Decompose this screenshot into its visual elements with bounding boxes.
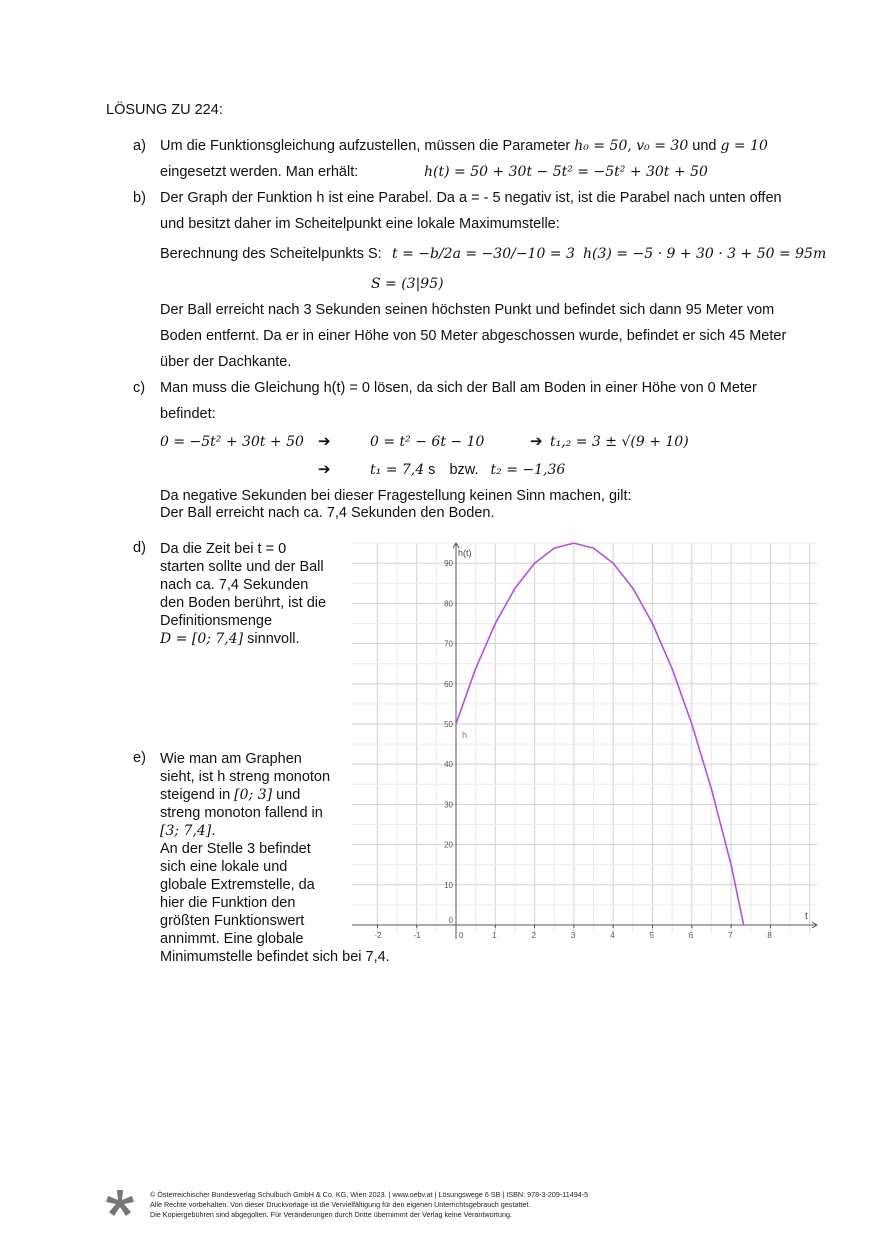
x-axis-label: t (805, 911, 808, 922)
x-tick-label: 3 (570, 931, 576, 940)
arrow-right-icon: ➔ (318, 461, 331, 478)
part-e-line: streng monoton fallend in (160, 805, 323, 821)
part-e-line: annimmt. Eine globale (160, 931, 304, 947)
part-b-line1: Der Graph der Funktion h ist eine Parabel. Da a = - 5 negativ ist, ist die Parabel nach unten offen (160, 190, 782, 206)
part-d-line: Definitionsmenge (160, 613, 273, 629)
part-c-eq1: 0 = −5t² + 30t + 50 (160, 434, 304, 450)
part-a-label: a) (133, 138, 146, 154)
part-c-eq2: 0 = t² − 6t − 10 (370, 434, 485, 450)
part-e-line: sieht, ist h streng monoton (160, 769, 331, 785)
y-tick-label: 30 (444, 800, 453, 810)
part-d-line: starten sollte und der Ball (160, 559, 324, 575)
part-d-domain-line (160, 630, 326, 648)
footer-line: Alle Rechte vorbehalten. Von dieser Druckvorlage ist die Vervielfältigung für den eigenen Unterrichtsgebrauch gestattet. (150, 1200, 531, 1209)
x-tick-label: 5 (649, 931, 654, 940)
y-tick-label: 50 (444, 720, 453, 729)
part-b-h-calc: h(3) = −5 · 9 + 30 · 3 + 50 = 95m (583, 246, 827, 262)
part-a-und: und (692, 138, 717, 154)
part-b-vertex: S = (3|95) (371, 276, 444, 292)
part-a-text: Um die Funktionsgleichung aufzustellen, müssen die Parameter (160, 138, 571, 154)
part-b-text1: Der Ball erreicht nach 3 Sekunden seinen höchsten Punkt und befindet sich dann 95 Meter vom (160, 302, 775, 318)
x-tick-label: -1 (413, 931, 421, 940)
part-e-interval2: [3; 7,4]. (160, 823, 216, 839)
footer (150, 1190, 588, 1220)
part-b-label: b) (133, 190, 146, 206)
y-tick-label: 10 (444, 880, 453, 890)
part-d-suffix: sinnvoll. (247, 631, 300, 647)
part-b-t-calc: t = −b/2a = −30/−10 = 3 (392, 246, 575, 262)
part-d-text (160, 540, 326, 648)
part-c-t2: t₂ = −1,36 (490, 462, 566, 478)
part-e-interval1: [0; 3] (234, 787, 273, 803)
part-c-eq3: t₁,₂ = 3 ± √(9 + 10) (550, 434, 689, 450)
x-tick-label: -2 (374, 931, 382, 940)
part-d-line: nach ca. 7,4 Sekunden (160, 577, 309, 593)
part-c-unit: s (428, 462, 436, 478)
part-c-line1: Man muss die Gleichung h(t) = 0 lösen, da sich der Ball am Boden in einer Höhe von 0 Meter (160, 380, 757, 396)
part-c-t1: t₁ = 7,4 (370, 462, 425, 478)
part-d-line: den Boden berührt, ist die (160, 595, 327, 611)
part-d-label: d) (133, 540, 146, 556)
part-a-formula: h(t) = 50 + 30t − 5t² = −5t² + 30t + 50 (424, 164, 708, 180)
arrow-right-icon: ➔ (530, 433, 543, 450)
part-c-conclusion2: Der Ball erreicht nach ca. 7,4 Sekunden den Boden. (160, 505, 495, 521)
x-tick-label: 7 (728, 931, 733, 940)
part-c-conclusion1: Da negative Sekunden bei dieser Fragestellung keinen Sinn machen, gilt: (160, 488, 632, 504)
y-tick-label: 40 (444, 760, 453, 770)
part-e-steigend: steigend in (160, 787, 231, 803)
part-a-line2: eingesetzt werden. Man erhält: (160, 164, 359, 180)
part-e-line: größten Funktionswert (160, 913, 305, 929)
y-tick-label: 90 (444, 559, 453, 569)
part-e-line: An der Stelle 3 befindet (160, 841, 311, 857)
function-graph (345, 537, 825, 947)
footer-line: © Österreichischer Bundesverlag Schulbuch GmbH & Co. KG, Wien 2023. | www.oebv.at | Lösungswege 6 SB | ISBN: 978-3-209-11494-5 (150, 1190, 589, 1199)
part-e-und: und (276, 787, 301, 803)
x-tick-label: 8 (767, 931, 772, 940)
y-tick-label: 70 (444, 639, 453, 649)
x-tick-label: 1 (492, 931, 497, 940)
series-h-label: h (462, 730, 468, 740)
part-d-line: Da die Zeit bei t = 0 (160, 541, 287, 557)
part-a-params: h₀ = 50, v₀ = 30 (574, 138, 689, 154)
part-b-text2: Boden entfernt. Da er in einer Höhe von 50 Meter abgeschossen wurde, befindet er sich 45 Meter (160, 328, 787, 344)
x-tick-label: 6 (688, 931, 694, 940)
publisher-logo-icon (104, 1188, 136, 1220)
part-b-line2: und besitzt daher im Scheitelpunkt eine lokale Maximumstelle: (160, 216, 560, 232)
arrow-right-icon: ➔ (318, 433, 331, 450)
x-tick-label: 0 (459, 931, 464, 940)
part-e-line: Wie man am Graphen (160, 751, 302, 767)
series-h-curve (456, 543, 744, 925)
part-e-line: globale Extremstelle, da (160, 877, 315, 893)
y-tick-label: 60 (444, 679, 453, 689)
part-b-text3: über der Dachkante. (160, 354, 292, 370)
y-tick-label: 0 (448, 916, 453, 925)
y-axis-label: h(t) (458, 548, 472, 558)
graph-grid (352, 543, 817, 933)
part-e-line: hier die Funktion den (160, 895, 296, 911)
part-a-line1 (160, 138, 768, 154)
part-b-calc-label: Berechnung des Scheitelpunkts S: (160, 246, 382, 262)
footer-line: Die Kopiergebühren sind abgegolten. Für Veränderungen durch Dritte übernimmt der Verlag keine Verantwortung. (150, 1210, 512, 1219)
part-e-line: Minimumstelle befindet sich bei 7,4. (160, 949, 390, 965)
x-tick-label: 2 (531, 931, 537, 940)
part-d-domain: D = [0; 7,4] (160, 631, 244, 647)
x-tick-label: 4 (610, 931, 615, 940)
page-title: LÖSUNG ZU 224: (106, 102, 223, 118)
part-c-line2: befindet: (160, 406, 216, 422)
y-tick-label: 80 (444, 599, 453, 609)
part-a-g: g = 10 (720, 138, 768, 154)
part-e-line: sich eine lokale und (160, 859, 288, 875)
part-c-label: c) (133, 380, 146, 396)
graph-axes (352, 543, 817, 939)
part-c-bzw: bzw. (449, 462, 479, 478)
part-e-label: e) (133, 750, 146, 766)
y-tick-label: 20 (444, 840, 453, 850)
part-c-solutions (370, 462, 565, 478)
